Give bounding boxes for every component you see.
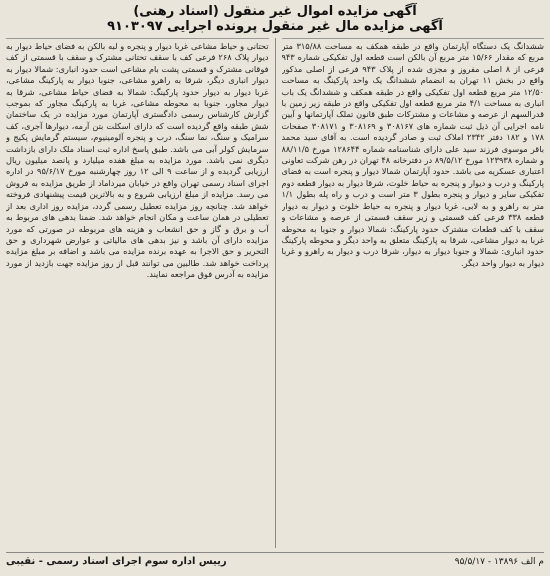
notice-footer <box>6 552 544 567</box>
column-left: تحتانی و حیاط مشاعی غربا دیوار و پنجره و لبه بالکن به فضای حیاط دیوار به دیوار پلاک ۲۶۸ فرعی کف با سقف تحتانی مشترک و سقف با قسمتی از کف فوقانی مشترک و قسمتی پشت بام مشاعی است حدود انباری: شمالا دیوار به دیوار انباری دیگر، شرقا به راهرو مشاعی، جنوبا دیوار به پارکینگ مشاعی، غربا دیوار به دیوار حدود پارکینگ: شمالا به فضای حیاط مشاعی، شرقا به دیوار مجاور، جنوبا به محوطه مشاعی، غربا به پارکینگ مجاور که بموجب گزارش کارشناس رسمی دادگستری آپارتمان مورد مزایده در یک ساختمان شش طبقه واقع گردیده است که دارای اسکلت بتن آرمه، دیوارها آجری، کف سرامیک و سنگ، نما سنگ، درب و پنجره آلومینیوم، سیستم گرمایش پکیج و سرمایش کولر آبی می باشد. طبق پاسخ اداره ثبت اسناد ملک دارای بازداشت دیگری نمی باشد. مورد مزایده به مبلغ هفده میلیارد و پانصد میلیون ریال ارزیابی گردیده و از ساعت ۹ الی ۱۲ روز چهارشنبه مورخ ۹۵/۶/۱۷ در اداره اجرای اسناد رسمی تهران واقع در خیابان میرداماد از طریق مزایده به فروش می رسد. مزایده از مبلغ ارزیابی شروع و به بالاترین قیمت پیشنهادی فروخته خواهد شد. چنانچه روز مزایده تعطیل رسمی گردد، مزایده روز اداری بعد از تعطیلی در همان ساعت و مکان انجام خواهد شد. ضمنا بدهی های مربوط به آب و برق و گاز و حق انشعاب و هزینه های مربوطه در صورتی که مورد مزایده دارای آن باشد و نیز بدهی های مالیاتی و عوارض شهرداری و حق التحریر و حق الاجرا به عهده برنده مزایده می باشد و اضافه بر مبلغ مزایده پرداخت خواهد شد. طالبین می توانند قبل از روز مزایده جهت بازدید از مورد مزایده به آدرس فوق مراجعه نمایند. <box>6 38 269 548</box>
footer-office: رییس اداره سوم اجرای اسناد رسمی - نقیبی <box>6 556 227 567</box>
column-right: ششدانگ یک دستگاه آپارتمان واقع در طبقه همکف به مساحت ۳۱۵/۸۸ متر مربع که مقدار ۱۵/۶۶ متر مربع آن بالکن است قطعه اول تفکیکی شماره ۹۴۳ فرعی از ۸ اصلی مفروز و مجزی شده از پلاک ۹۴۳ فرعی از اصلی مذکور واقع در بخش ۱۱ تهران به انضمام ششدانگ یک واحد پارکینگ به مساحت ۱۲/۵۰ متر مربع قطعه اول تفکیکی واقع در طبقه همکف و ششدانگ یک باب انباری به مساحت ۴/۱ متر مربع قطعه اول تفکیکی واقع در طبقه زیر زمین با قدرالسهم از عرصه و مشاعات و مشترکات طبق قانون تملک آپارتمانها و آیین نامه اجرایی آن ذیل ثبت شماره های ۳۰۸۱۶۷ و ۳۰۸۱۶۹ و ۳۰۸۱۷۱ صفحات ۱۷۸ و ۱۸۲ دفتر ۲۳۴۲ املاک ثبت و صادر گردیده است. به آقای سید محمد باقر موسوی فرزند سید علی دارای شناسنامه شماره ۱۲۸۶۴۴ مورخ ۸۸/۱۱/۵ و شماره ۱۲۳۹۳۸ مورخ ۸۹/۵/۱۲ در دفترخانه ۴۸ تهران در رهن شرکت تعاونی اعتباری عسکریه می باشد. حدود آپارتمان شمالا دیوار و پنجره است به فضای پارکینگ و درب و دیوار و پنجره به حیاط خلوت، شرقا دیوار به دیوار قطعه دوم تفکیکی سایر و دیوار و پنجره بطول ۳ متر است و درب و راه پله بطول ۱/۱ متر به راهرو و به لابی، غربا دیوار و پنجره به حیاط خلوت و دیوار به دیوار قطعه ۳۳۸ فرعی کف قسمتی و زیر سقف قسمتی از عرصه و مشاعات و سقف با کف قطعات مشترک حدود پارکینگ: شمالا دیوار و جنوبا به محوطه غربا به دیوار مشاعی، شرقا به پارکینگ متعلق به واحد دیگر و محوطه پارکینگ حدود انباری: شمالا و جنوبا دیوار به دیوار، شرقا درب و دیوار به راهرو و غربا دیوار به دیوار واحد دیگر. <box>282 38 545 548</box>
notice-subtitle: آگهی مزایده مال غیر منقول پرونده اجرایی ۹۱۰۳۰۹۷ <box>107 19 443 34</box>
notice-body <box>6 38 544 548</box>
notice-title: آگهی مزایده اموال غیر منقول (اسناد رهنی) <box>133 4 417 19</box>
column-divider <box>275 38 276 548</box>
footer-date: م الف ۱۳۸۹۶ - ۹۵/۵/۱۷ <box>454 556 544 567</box>
